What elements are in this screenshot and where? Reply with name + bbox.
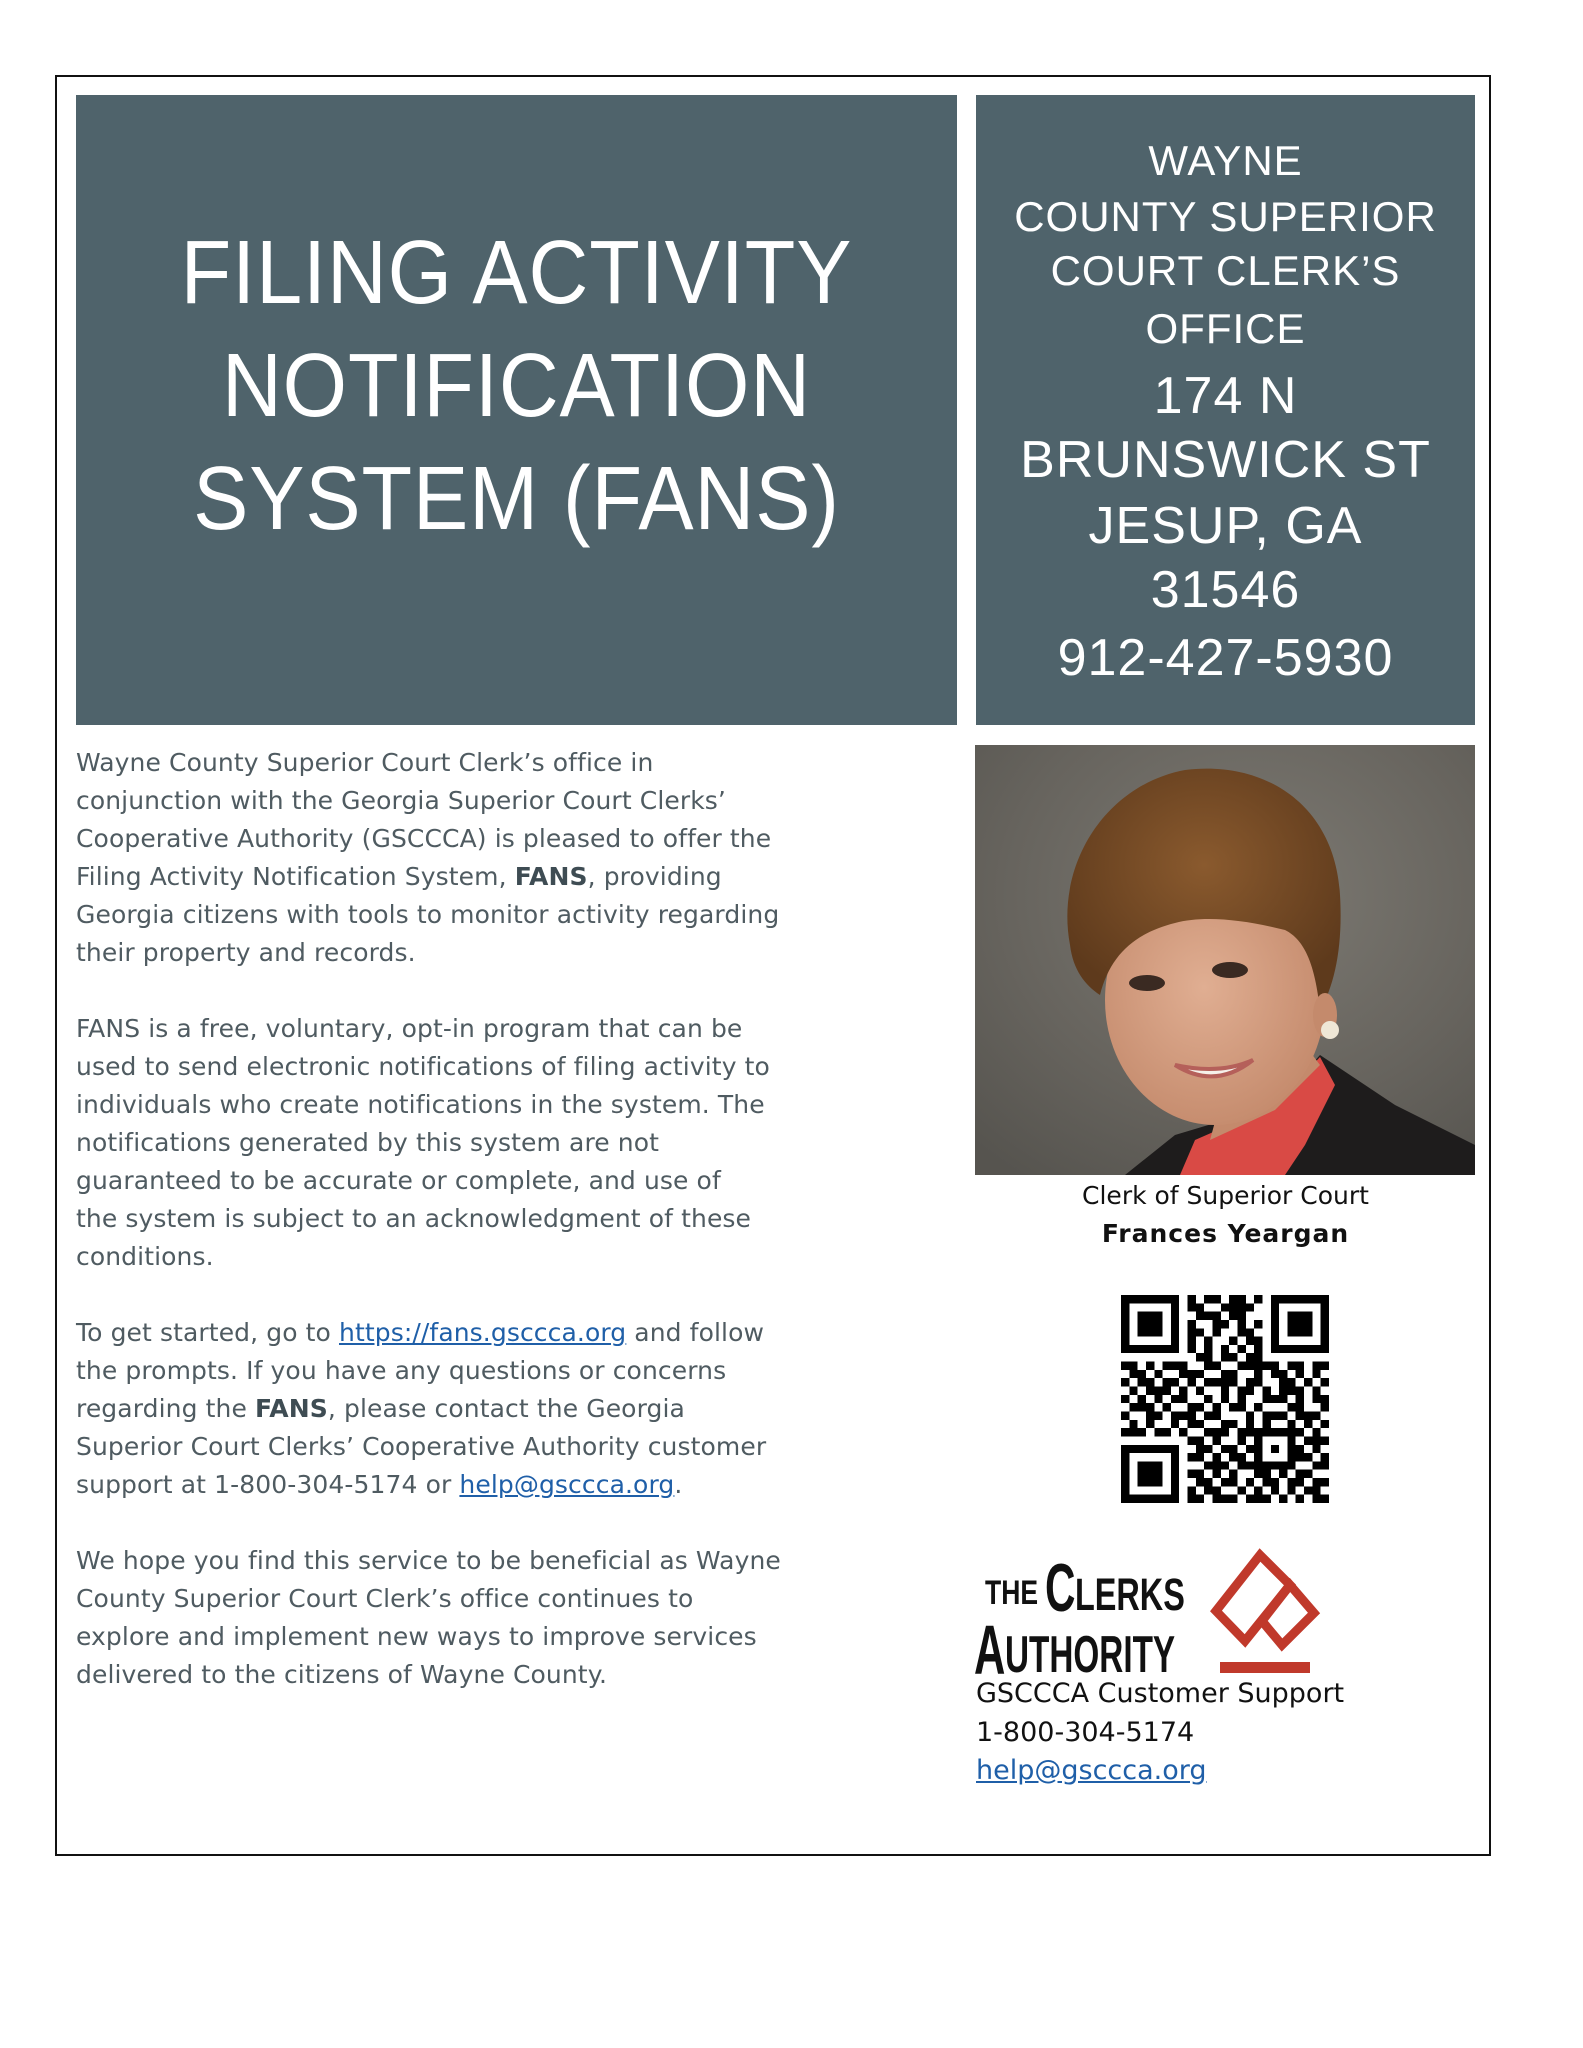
logo-uthority: UTHORITY bbox=[1005, 1626, 1176, 1684]
text-segment: regarding the bbox=[76, 1394, 255, 1423]
body-paragraph-4-line bbox=[76, 1624, 757, 1649]
support-email-wrap bbox=[976, 1757, 1207, 1784]
body-paragraph-2-line bbox=[76, 1130, 659, 1155]
portrait-image bbox=[975, 745, 1475, 1175]
address-line: BRUNSWICK ST bbox=[1020, 431, 1431, 489]
fans-emphasis: FANS bbox=[255, 1394, 328, 1423]
support-phone: 1-800-304-5174 bbox=[976, 1717, 1195, 1748]
text-segment: their property and records. bbox=[76, 938, 416, 967]
text-segment: conjunction with the Georgia Superior Court Clerks’ bbox=[76, 786, 726, 815]
body-paragraph-3-line bbox=[76, 1472, 682, 1497]
qr-code[interactable] bbox=[1121, 1295, 1329, 1503]
office-name-line: OFFICE bbox=[1145, 305, 1306, 352]
text-segment: County Superior Court Clerk’s office continues to bbox=[76, 1584, 694, 1613]
text-segment: FANS is a free, voluntary, opt-in program that can be bbox=[76, 1014, 743, 1043]
page-title-line-3: SYSTEM (FANS) bbox=[193, 449, 840, 549]
body-paragraph-3-line bbox=[76, 1396, 685, 1421]
clerk-photo bbox=[975, 745, 1475, 1175]
title-panel bbox=[76, 95, 957, 725]
text-segment: To get started, go to bbox=[76, 1318, 339, 1347]
body-paragraph-2-line bbox=[76, 1054, 770, 1079]
text-segment: used to send electronic notifications of filing activity to bbox=[76, 1052, 770, 1081]
logo-the: THE bbox=[985, 1574, 1039, 1612]
address-line: JESUP, GA bbox=[1088, 497, 1363, 555]
body-paragraph-4-line bbox=[76, 1662, 607, 1687]
page-title-line-2: NOTIFICATION bbox=[221, 336, 812, 436]
body-paragraph-3-line bbox=[76, 1434, 766, 1459]
page-title-line-1: FILING ACTIVITY bbox=[180, 223, 853, 323]
office-phone: 912-427-5930 bbox=[1057, 629, 1394, 687]
text-segment: the system is subject to an acknowledgment of these bbox=[76, 1204, 752, 1233]
support-label: GSCCCA Customer Support bbox=[976, 1678, 1345, 1709]
body-paragraph-2-line bbox=[76, 1206, 751, 1231]
text-segment: Filing Activity Notification System, bbox=[76, 862, 515, 891]
text-segment: , providing bbox=[587, 862, 722, 891]
clerks-authority-logo bbox=[972, 1545, 1332, 1689]
body-paragraph-1-line bbox=[76, 902, 779, 927]
body-paragraph-1-line bbox=[76, 788, 726, 813]
address-line: 174 N bbox=[1153, 367, 1298, 425]
text-segment: individuals who create notifications in the system. The bbox=[76, 1090, 765, 1119]
text-segment: Superior Court Clerks’ Cooperative Authority customer bbox=[76, 1432, 767, 1461]
body-paragraph-1-line bbox=[76, 940, 416, 965]
body-paragraph-1-line bbox=[76, 750, 653, 775]
support-email-link[interactable]: help@gsccca.org bbox=[976, 1755, 1207, 1786]
logo-a: A bbox=[974, 1611, 1006, 1689]
text-segment: Georgia citizens with tools to monitor activity regarding bbox=[76, 900, 780, 929]
body-paragraph-2-line bbox=[76, 1092, 765, 1117]
text-segment: Cooperative Authority (GSCCCA) is pleased to offer the bbox=[76, 824, 772, 853]
fans-emphasis: FANS bbox=[514, 862, 588, 891]
text-segment: delivered to the citizens of Wayne County. bbox=[76, 1660, 608, 1689]
text-segment: notifications generated by this system are not bbox=[76, 1128, 660, 1157]
body-paragraph-1-line bbox=[76, 826, 771, 851]
body-paragraph-2-line bbox=[76, 1244, 214, 1269]
body-paragraph-1-line bbox=[76, 864, 722, 889]
body-paragraph-4-line bbox=[76, 1586, 693, 1611]
office-name-line: WAYNE bbox=[1148, 137, 1303, 184]
text-segment: and follow bbox=[626, 1318, 765, 1347]
text-segment: , please contact the Georgia bbox=[327, 1394, 685, 1423]
qr-code-icon bbox=[1121, 1295, 1329, 1503]
text-segment: Wayne County Superior Court Clerk’s office in bbox=[76, 748, 654, 777]
clerk-title: Clerk of Superior Court bbox=[1082, 1181, 1369, 1210]
body-paragraph-2-line bbox=[76, 1168, 721, 1193]
text-segment: We hope you find this service to be beneficial as Wayne bbox=[76, 1546, 781, 1575]
text-segment: guaranteed to be accurate or complete, and use of bbox=[76, 1166, 721, 1195]
clerk-name: Frances Yeargan bbox=[1101, 1219, 1350, 1248]
text-segment: the prompts. If you have any questions or concerns bbox=[76, 1356, 727, 1385]
office-address-panel bbox=[976, 95, 1475, 725]
address-line: 31546 bbox=[1150, 561, 1301, 619]
email-link[interactable]: help@gsccca.org bbox=[459, 1470, 675, 1499]
text-segment: conditions. bbox=[76, 1242, 214, 1271]
office-name-line: COURT CLERK’S bbox=[1050, 247, 1401, 294]
text-segment: support at 1-800-304-5174 or bbox=[76, 1470, 460, 1499]
office-name-line: COUNTY SUPERIOR bbox=[1014, 193, 1437, 240]
text-segment: . bbox=[674, 1470, 683, 1499]
body-paragraph-3-line bbox=[76, 1358, 726, 1383]
body-paragraph-2-line bbox=[76, 1016, 742, 1041]
body-paragraph-3-line bbox=[76, 1320, 764, 1345]
logo-c: C bbox=[1045, 1550, 1076, 1626]
logo-lerks: LERKS bbox=[1075, 1569, 1185, 1620]
body-paragraph-4-line bbox=[76, 1548, 781, 1573]
clerks-authority-diamond-icon bbox=[1200, 1545, 1330, 1680]
fans-website-link[interactable]: https://fans.gsccca.org bbox=[339, 1318, 627, 1347]
text-segment: explore and implement new ways to improve services bbox=[76, 1622, 757, 1651]
